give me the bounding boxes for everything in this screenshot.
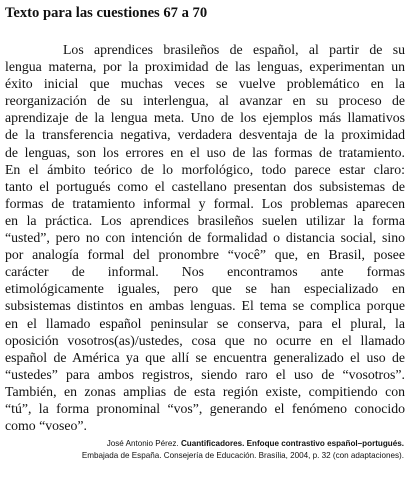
section-heading: Texto para las cuestiones 67 a 70 — [5, 5, 208, 21]
paragraph-line: reorganización de su interlengua, al avanzar en su proceso de — [5, 93, 405, 109]
paragraph-line: formas de tratamiento informal y formal. Los problemas aparecen — [5, 195, 405, 211]
citation-author: José Antonio Pérez. — [106, 439, 179, 448]
paragraph-line: éxito inicial que muchas veces se vuelve problemático en la — [5, 76, 405, 92]
paragraph-line: lengua materna, por la proximidad de las lenguas, experimentan un — [5, 59, 405, 75]
paragraph-line: oposición vosotros(as)/ustedes, cosa que no ocurre en el llamado — [5, 332, 405, 348]
paragraph-line: “ustedes” para ambos registros, siendo raro el uso de “vosotros”. — [5, 366, 405, 382]
paragraph-line: por analogía formal del pronombre “você” que, en Brasil, posee — [5, 247, 405, 263]
paragraph-line: de lenguas, son los errores en el uso de las formas de tratamiento. — [5, 144, 405, 160]
paragraph-line: español de América ya que allí se encuentra generalizado el uso de — [5, 349, 405, 365]
paragraph-line: como “voseo”. — [5, 418, 87, 434]
paragraph-line: de la transferencia negativa, verdadera desventaja de la proximidad — [5, 127, 405, 143]
paragraph-line: “tú”, la forma pronominal “vos”, generando el fenómeno conocido — [5, 400, 405, 416]
paragraph-line: subsistemas distintos en ambas lenguas. El tema se complica porque — [5, 298, 405, 314]
paragraph-line: en el llamado español peninsular se conserva, para el plural, la — [5, 315, 405, 331]
paragraph-line: aprendizaje de la lengua meta. Uno de los ejemplos más llamativos — [5, 110, 405, 126]
passage-paragraph — [5, 41, 405, 434]
paragraph-line: En el ámbito teórico de lo morfológico, todo parece estar claro: — [5, 161, 405, 177]
citation-work: Cuantificadores. Enfoque contrastivo español–portugués. — [180, 439, 404, 448]
source-citation — [64, 438, 404, 461]
citation-details: Embajada de España. Consejería de Educación. Brasília, 2004, p. 32 (con adaptaciones). — [81, 450, 404, 460]
paragraph-line: Los aprendices brasileños de español, al partir de su — [63, 42, 405, 57]
paragraph-line: en la práctica. Los aprendices brasileños suelen utilizar la forma — [5, 212, 405, 228]
citation-line-1 — [64, 438, 404, 450]
paragraph-line: etimológicamente iguales, pero que se han especializado en — [5, 281, 405, 297]
paragraph-line: También, en zonas amplias de esta región existe, compitiendo con — [5, 383, 405, 399]
paragraph-line: carácter de informal. Nos encontramos ante formas — [5, 264, 405, 280]
paragraph-line: “usted”, pero no con intención de formalidad o distancia social, sino — [5, 230, 405, 246]
paragraph-line: tanto el portugués como el castellano presentan dos subsistemas de — [5, 178, 405, 194]
